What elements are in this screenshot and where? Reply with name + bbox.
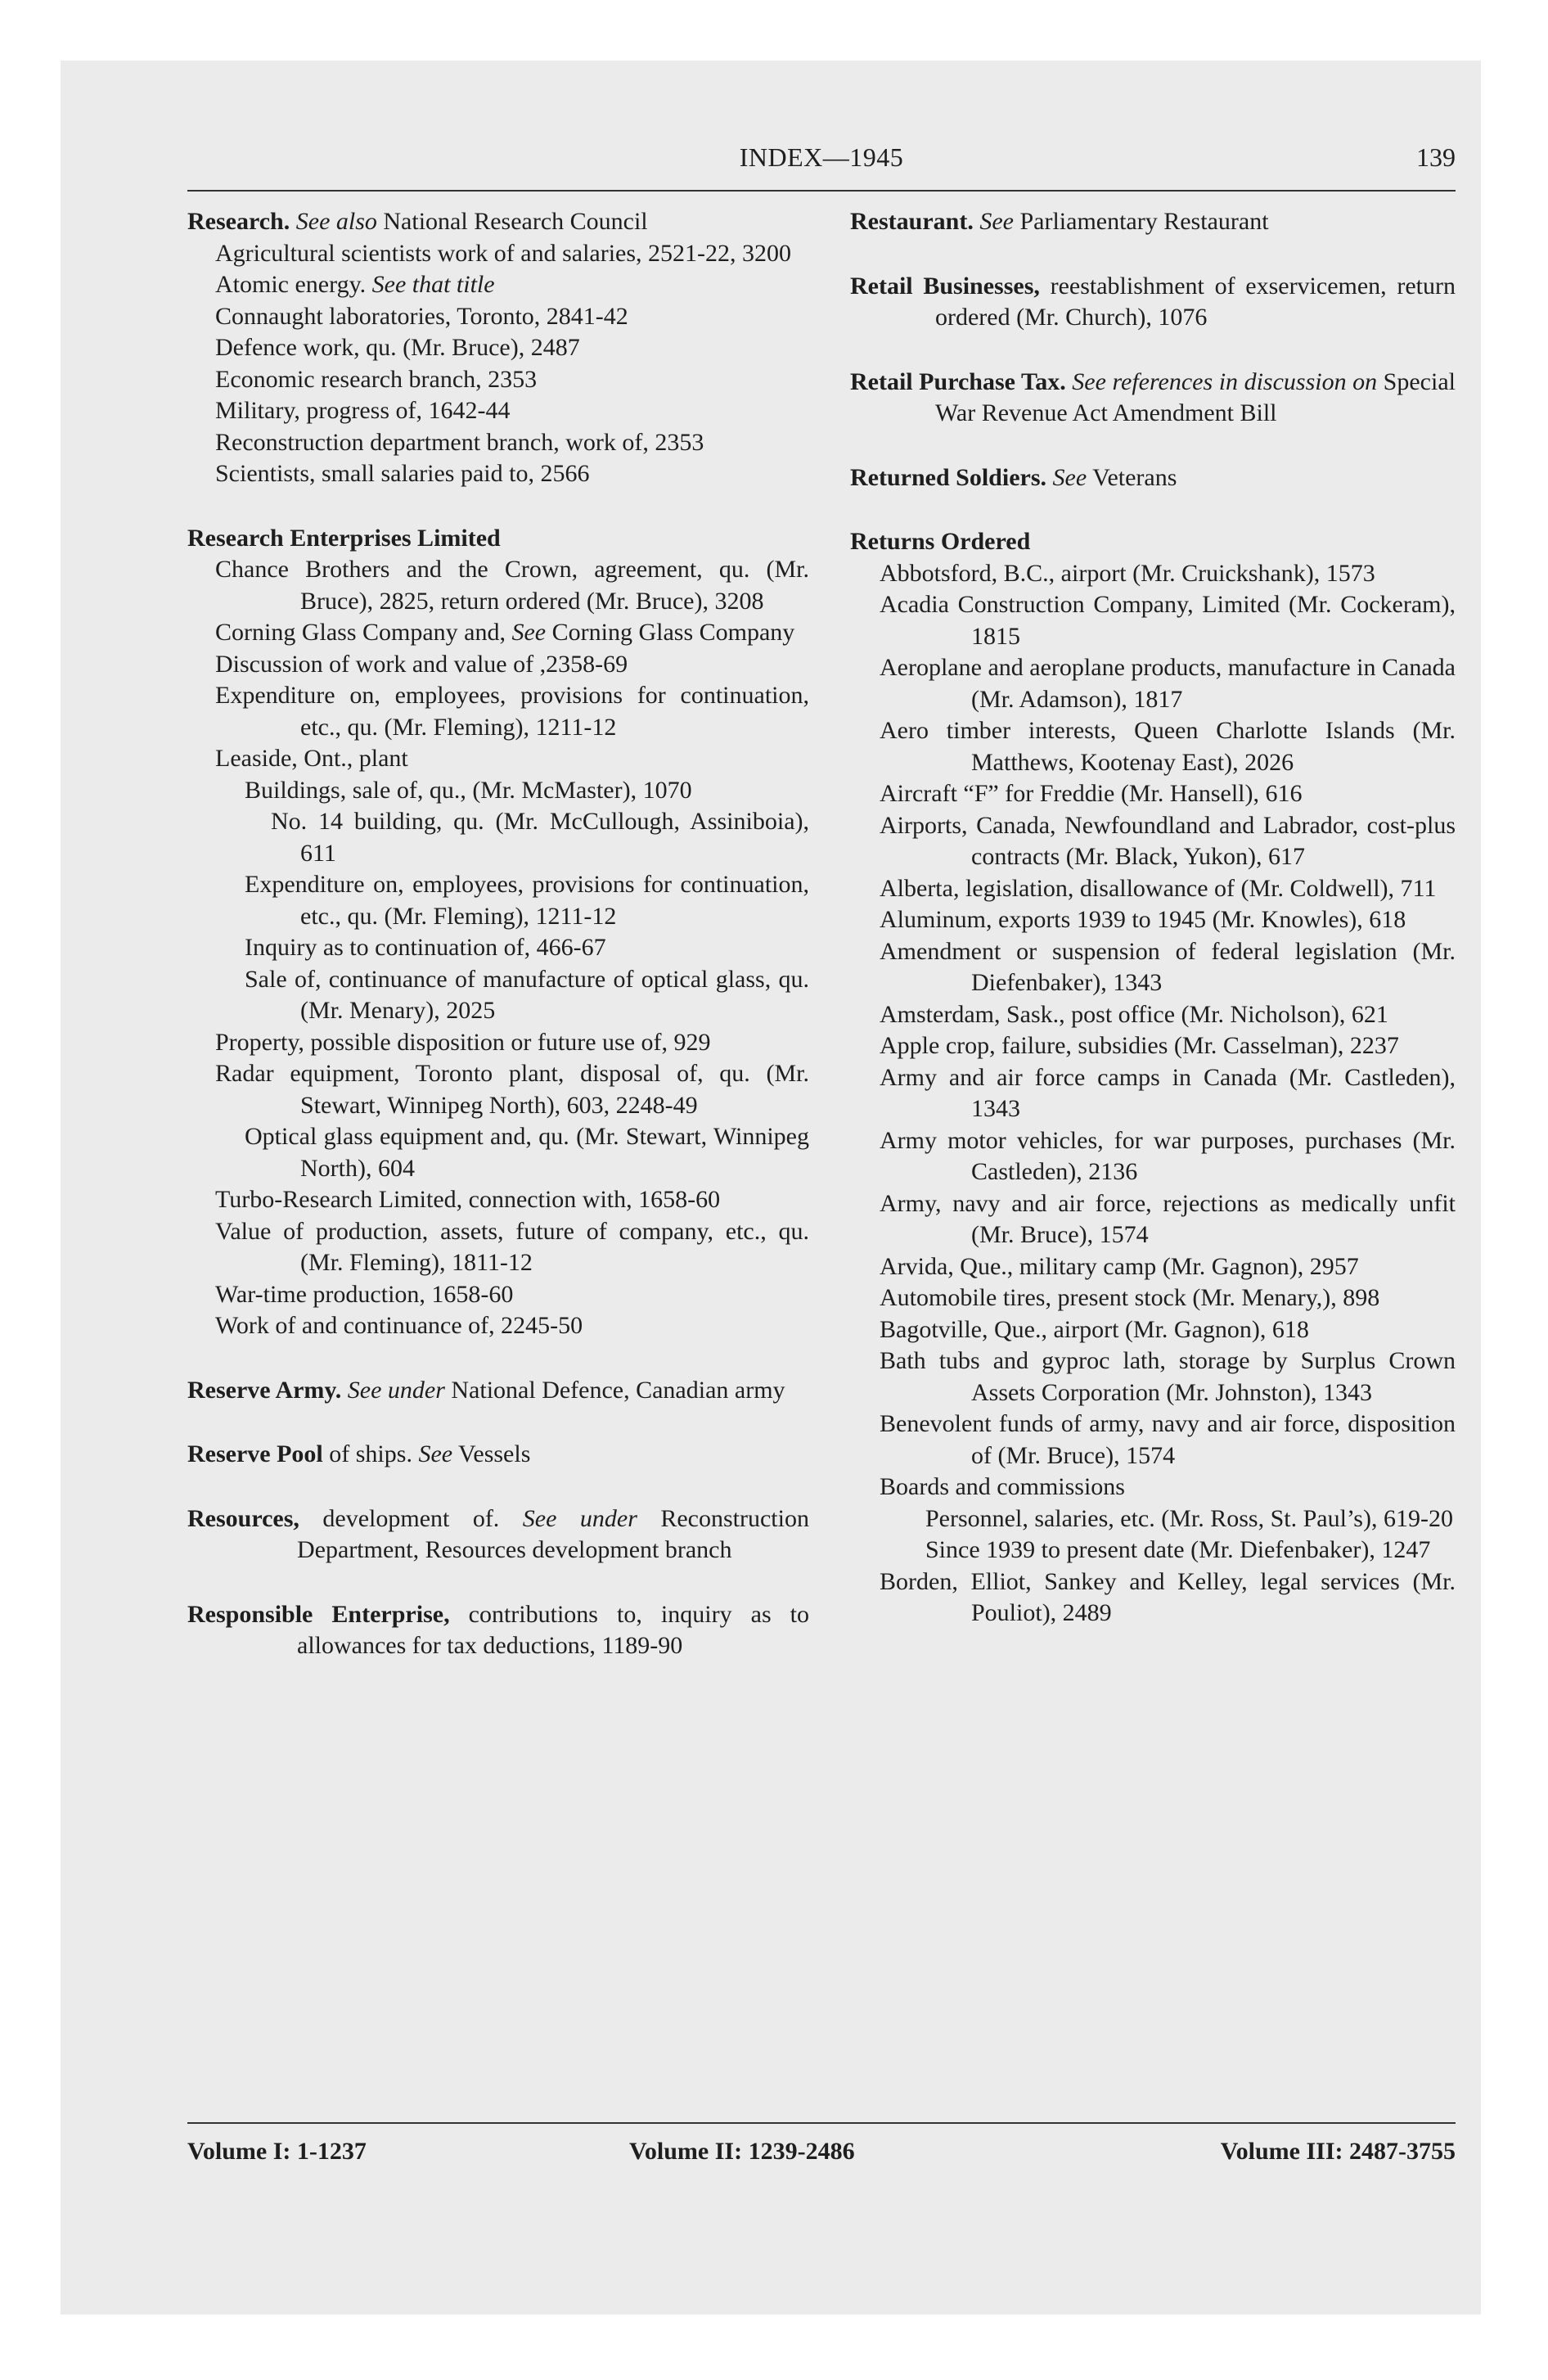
index-heading: Returned Soldiers. (850, 463, 1046, 491)
index-subentry: Atomic energy. See that title (215, 271, 495, 298)
index-heading: Resources, (187, 1504, 299, 1532)
index-subentry: Personnel, salaries, etc. (Mr. Ross, St. Paul’s), 619-20 (925, 1504, 1453, 1532)
index-subentry: Benevolent funds of army, navy and air force, disposition of (Mr. Bruce), 1574 (880, 1410, 1456, 1469)
entry-spacer (187, 1406, 809, 1439)
index-heading: Responsible Enterprise, (187, 1600, 450, 1628)
header-rule (187, 190, 1456, 192)
index-subentry: Work of and continuance of, 2245-50 (215, 1312, 583, 1339)
index-subentry: Borden, Elliot, Sankey and Kelley, legal services (Mr. Pouliot), 2489 (880, 1567, 1456, 1626)
index-subentry: Aluminum, exports 1939 to 1945 (Mr. Knowles), 618 (880, 906, 1406, 933)
entry-spacer (187, 1471, 809, 1503)
index-subentry: Airports, Canada, Newfoundland and Labrador, cost-plus contracts (Mr. Black, Yukon), 617 (880, 811, 1456, 870)
index-heading: Reserve Army. (187, 1376, 342, 1404)
index-subentry: Connaught laboratories, Toronto, 2841-42 (215, 302, 628, 330)
index-heading-entry (187, 206, 809, 238)
entry-spacer (850, 334, 1456, 367)
entry-spacer (850, 430, 1456, 462)
index-subentry: Military, progress of, 1642-44 (215, 397, 511, 424)
index-heading-detail: See references in discussion on Special War Revenue Act Amendment Bill (935, 367, 1456, 426)
index-heading-detail: development of. See under Reconstruction Department, Resources development branch (297, 1504, 809, 1563)
index-subentry: Alberta, legislation, disallowance of (Mr. Coldwell), 711 (880, 874, 1437, 902)
index-subentry: Army, navy and air force, rejections as medically unfit (Mr. Bruce), 1574 (880, 1189, 1456, 1248)
index-subentry: Economic research branch, 2353 (215, 365, 538, 393)
index-subentry: Apple crop, failure, subsidies (Mr. Casselman), 2237 (880, 1032, 1399, 1059)
index-subentry: Bagotville, Que., airport (Mr. Gagnon), 618 (880, 1315, 1309, 1343)
index-heading-detail: See also National Research Council (295, 208, 648, 235)
index-heading-detail: reestablishment of exservicemen, return ordered (Mr. Church), 1076 (935, 272, 1456, 331)
index-heading-entry (850, 271, 1456, 334)
index-subentry: Corning Glass Company and, See Corning Glass Company (215, 619, 795, 646)
index-subentry: Defence work, qu. (Mr. Bruce), 2487 (215, 334, 580, 361)
index-heading-entry (850, 206, 1456, 238)
index-subentry: Since 1939 to present date (Mr. Diefenbaker), 1247 (925, 1536, 1431, 1563)
index-heading-entry (187, 1439, 809, 1471)
index-heading-detail: See Veterans (1052, 463, 1177, 491)
index-subentry: Boards and commissions (880, 1473, 1125, 1500)
index-subentry: Scientists, small salaries paid to, 2566 (215, 460, 590, 487)
index-subentry: War-time production, 1658-60 (215, 1280, 514, 1308)
index-heading: Restaurant. (850, 208, 974, 235)
index-subentry: Discussion of work and value of ,2358-69 (215, 650, 628, 678)
index-page (187, 61, 1456, 2315)
entry-spacer (187, 1342, 809, 1375)
volume-1-range: Volume I: 1-1237 (187, 2138, 367, 2165)
index-heading-detail: of ships. See Vessels (322, 1440, 531, 1467)
index-heading: Research Enterprises Limited (187, 524, 501, 552)
index-subentry: Bath tubs and gyproc lath, storage by Surplus Crown Assets Corporation (Mr. Johnston), 1343 (880, 1347, 1456, 1406)
left-column (187, 206, 809, 1662)
index-heading-entry (850, 526, 1456, 558)
index-subentry: Aero timber interests, Queen Charlotte Islands (Mr. Matthews, Kootenay East), 2026 (880, 717, 1456, 776)
index-heading-entry (187, 1599, 809, 1662)
index-subentry: Acadia Construction Company, Limited (Mr. Cockeram), 1815 (880, 591, 1456, 650)
index-heading-detail: See under National Defence, Canadian army (347, 1376, 785, 1404)
index-subentry: Optical glass equipment and, qu. (Mr. Stewart, Winnipeg North), 604 (245, 1123, 809, 1182)
entry-spacer (850, 494, 1456, 526)
index-subentry: Leaside, Ont., plant (215, 745, 408, 772)
index-subentry: Expenditure on, employees, provisions for continuation, etc., qu. (Mr. Fleming), 1211-12 (215, 682, 809, 741)
index-subentry: Turbo-Research Limited, connection with, 1658-60 (215, 1186, 721, 1213)
index-heading-detail: See Parliamentary Restaurant (979, 208, 1269, 235)
index-subentry: Army and air force camps in Canada (Mr. Castleden), 1343 (880, 1063, 1456, 1122)
index-subentry: Amendment or suspension of federal legislation (Mr. Diefenbaker), 1343 (880, 937, 1456, 996)
index-heading: Retail Purchase Tax. (850, 367, 1066, 395)
index-subentry: Automobile tires, present stock (Mr. Menary,), 898 (880, 1284, 1380, 1311)
index-subentry: No. 14 building, qu. (Mr. McCullough, Assiniboia), 611 (271, 808, 809, 867)
index-heading-entry (850, 462, 1456, 494)
index-subentry: Sale of, continuance of manufacture of optical glass, qu. (Mr. Menary), 2025 (245, 965, 809, 1024)
page-title: INDEX—1945 (739, 142, 904, 172)
index-subentry: Chance Brothers and the Crown, agreement, qu. (Mr. Bruce), 2825, return ordered (Mr. Bruce), 3208 (215, 556, 809, 615)
index-heading: Reserve Pool (187, 1440, 323, 1467)
index-subentry: Value of production, assets, future of company, etc., qu. (Mr. Fleming), 1811-12 (215, 1217, 809, 1276)
entry-spacer (850, 238, 1456, 271)
index-subentry: Radar equipment, Toronto plant, disposal of, qu. (Mr. Stewart, Winnipeg North), 603, 2248-49 (215, 1060, 809, 1119)
index-subentry: Arvida, Que., military camp (Mr. Gagnon), 2957 (880, 1252, 1359, 1280)
entry-spacer (187, 490, 809, 523)
index-heading: Returns Ordered (850, 528, 1031, 555)
index-subentry: Aircraft “F” for Freddie (Mr. Hansell), 616 (880, 780, 1303, 807)
index-subentry: Property, possible disposition or future use of, 929 (215, 1028, 711, 1056)
index-subentry: Amsterdam, Sask., post office (Mr. Nicholson), 621 (880, 1000, 1388, 1028)
index-heading-entry (187, 523, 809, 555)
index-heading: Research. (187, 208, 290, 235)
index-subentry: Abbotsford, B.C., airport (Mr. Cruickshank), 1573 (880, 559, 1375, 587)
index-heading-entry (187, 1375, 809, 1407)
volume-3-range: Volume III: 2487-3755 (1220, 2138, 1456, 2165)
page-number: 139 (1416, 142, 1456, 172)
index-heading-detail: contributions to, inquiry as to allowances for tax deductions, 1189-90 (297, 1600, 810, 1659)
index-subentry: Army motor vehicles, for war purposes, purchases (Mr. Castleden), 2136 (880, 1126, 1456, 1185)
index-subentry: Inquiry as to continuation of, 466-67 (245, 934, 606, 961)
entry-spacer (187, 1566, 809, 1599)
scanned-page (61, 61, 1481, 2315)
index-subentry: Reconstruction department branch, work of, 2353 (215, 428, 704, 456)
index-subentry: Buildings, sale of, qu., (Mr. McMaster), 1070 (245, 776, 692, 804)
volume-2-range: Volume II: 1239-2486 (629, 2138, 855, 2165)
index-subentry: Expenditure on, employees, provisions for continuation, etc., qu. (Mr. Fleming), 1211-12 (245, 871, 809, 930)
right-column (850, 206, 1456, 1629)
index-subentry: Agricultural scientists work of and salaries, 2521-22, 3200 (215, 239, 792, 267)
index-heading: Retail Businesses, (850, 272, 1040, 300)
index-heading-entry (850, 367, 1456, 430)
index-subentry: Aeroplane and aeroplane products, manufacture in Canada (Mr. Adamson), 1817 (880, 654, 1456, 713)
footer-rule (187, 2122, 1456, 2124)
index-heading-entry (187, 1503, 809, 1566)
